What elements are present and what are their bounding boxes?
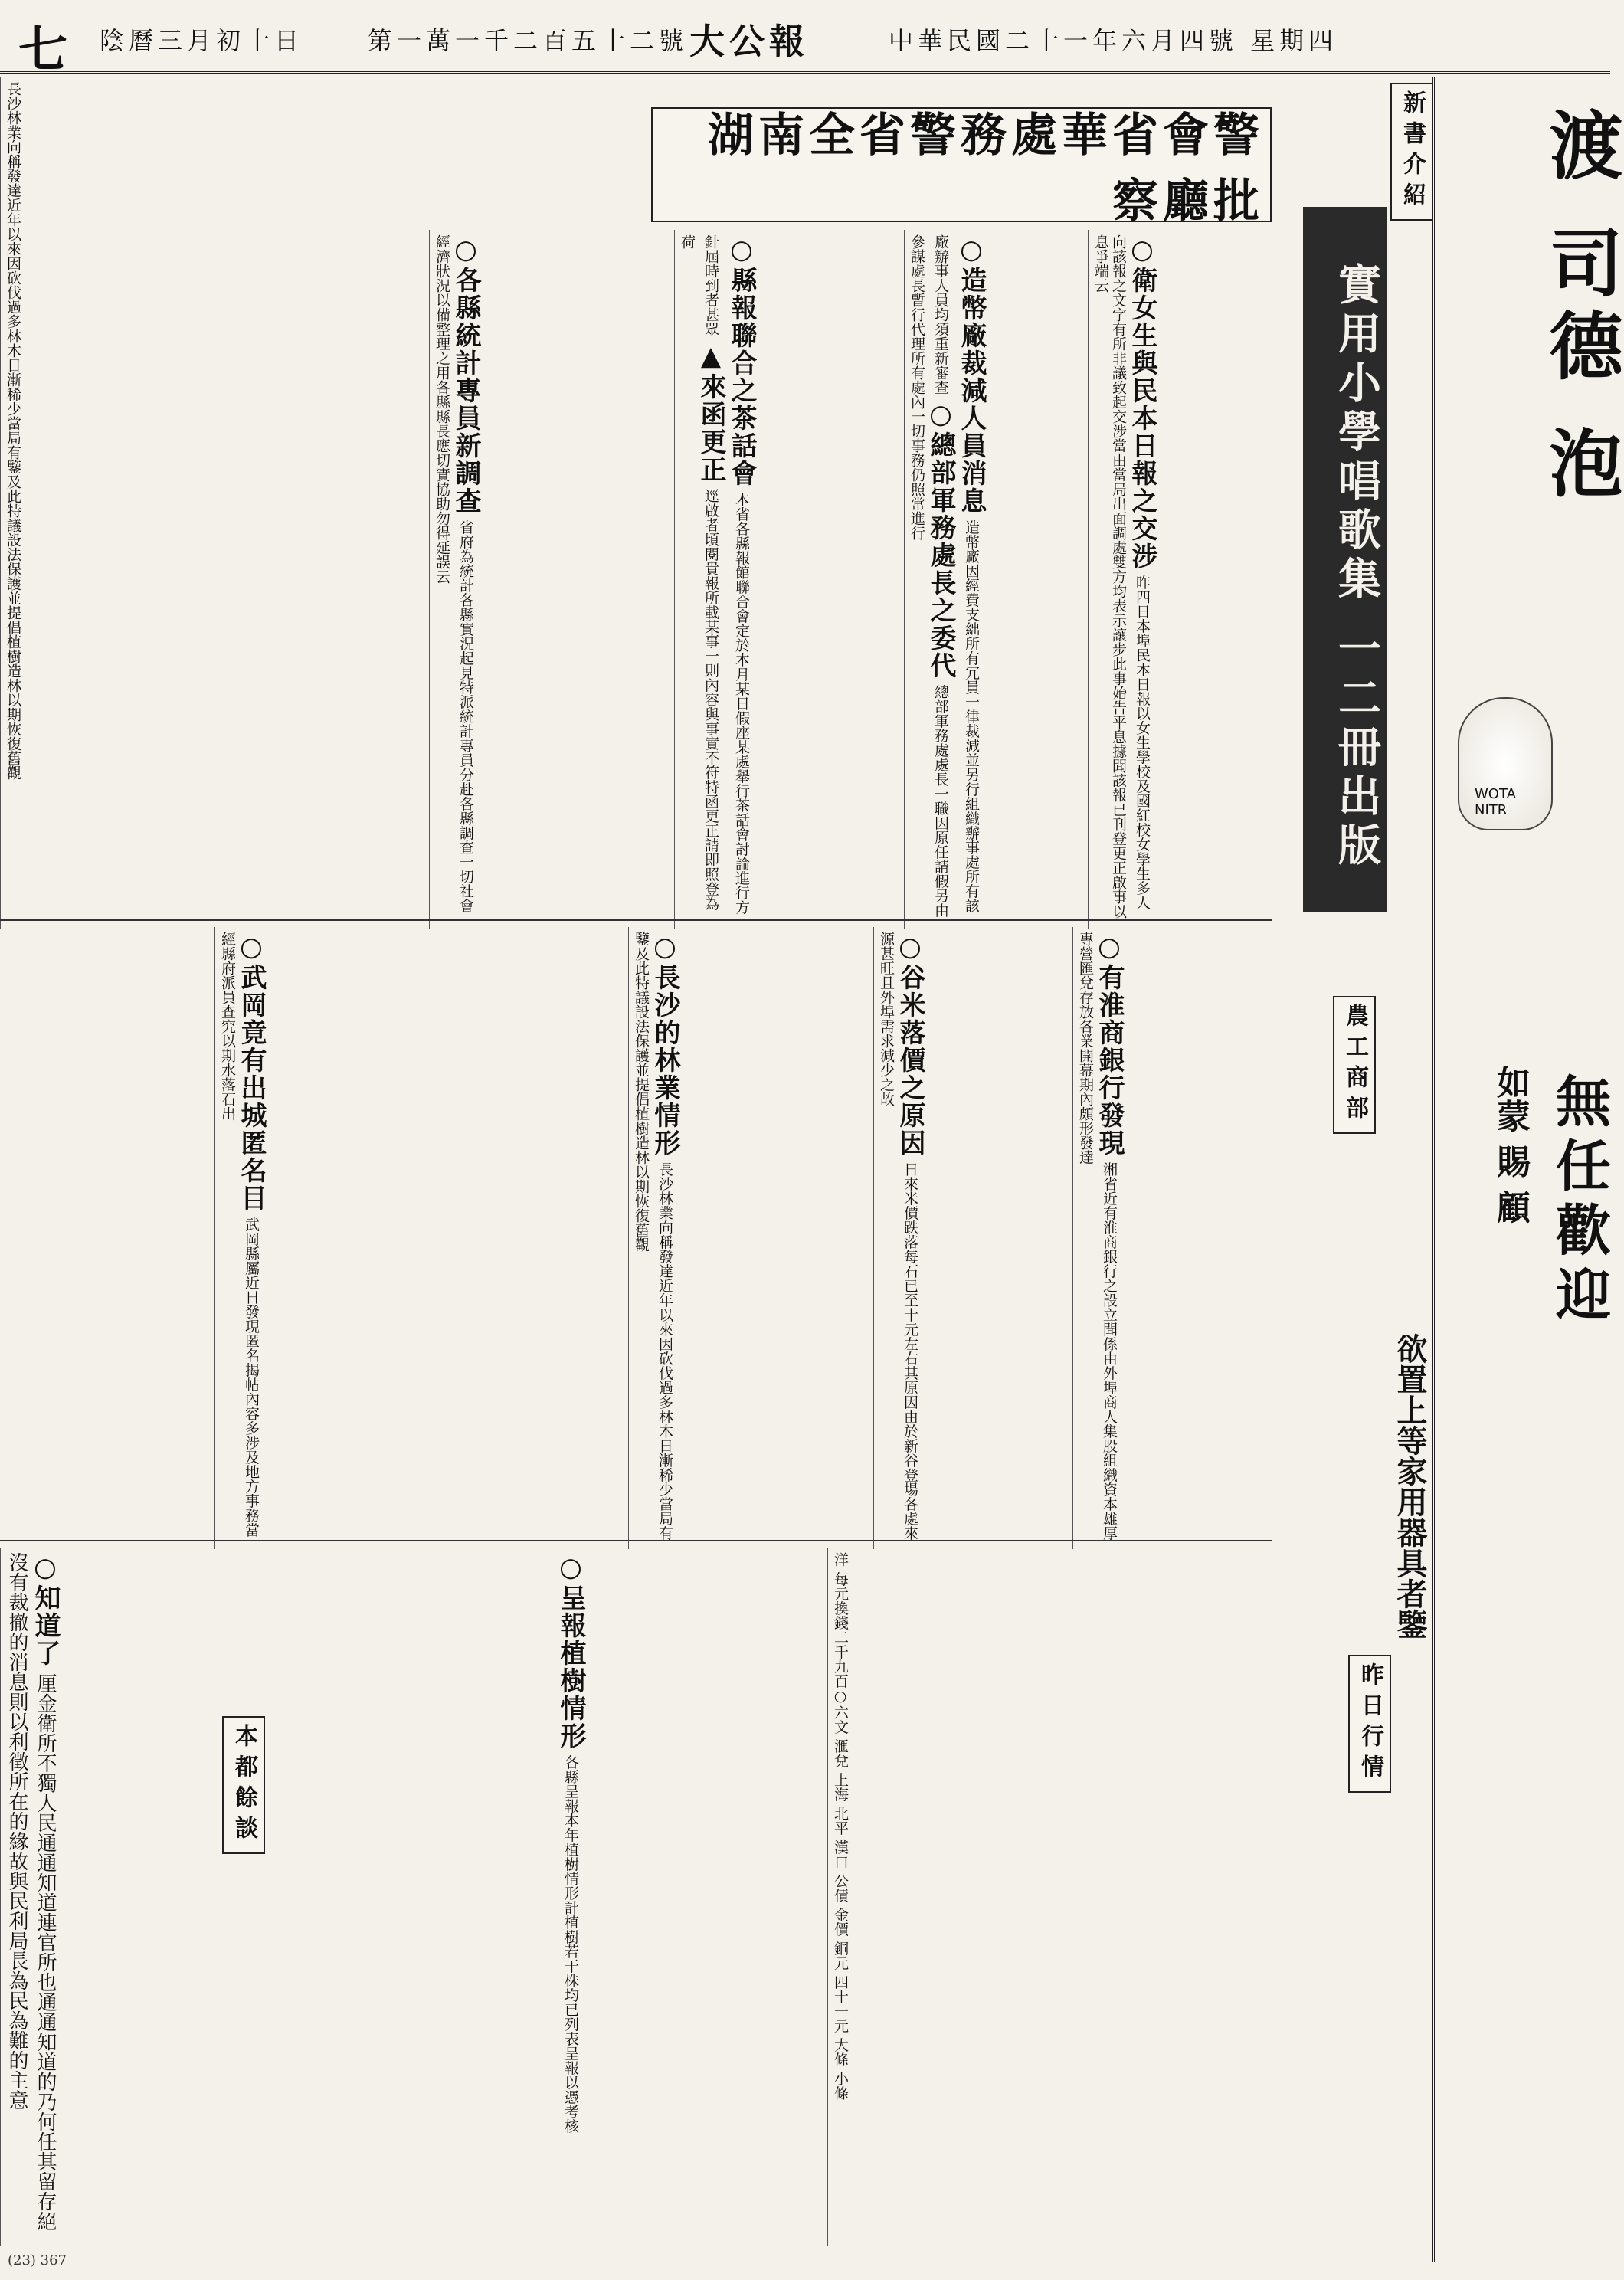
lamp-illustration	[1458, 697, 1553, 830]
article-body: 總部軍務處處長一職因原任請假另由參謀處長暫行代理所有處內一切事務仍照常進行	[909, 234, 949, 918]
article-col-8	[628, 927, 880, 1549]
article-col-3	[674, 230, 911, 929]
article-col-5	[0, 77, 436, 929]
article-title: ○縣報聯合之茶話會	[726, 234, 757, 487]
article-body: 造幣廠因經費支絀所有冗員一律裁減並另行組織辦事處所有該廠辦事人員均須重新審查	[932, 234, 980, 913]
local-section-tag: 本都餘談	[222, 1716, 265, 1854]
ad-column	[1432, 77, 1624, 2262]
article-title: ○造幣廠裁減人員消息	[956, 234, 987, 515]
product-ad-column	[1272, 77, 1439, 2262]
issue-number: 第一萬一千二百五十二號	[368, 26, 689, 55]
article-col-4	[429, 230, 681, 929]
article-title: ○谷米落價之原因	[895, 932, 925, 1157]
article-body: 逕啟者頃閱貴報所載某事一則內容與事實不符特函更正請即照登為荷	[679, 234, 719, 911]
page-body	[0, 77, 1624, 2252]
lamp-brand: WOTA NITR	[1475, 786, 1516, 818]
article-body: 各縣呈報本年植樹情形計植樹若干株均已列表呈報以憑考核	[562, 1754, 579, 2134]
article-body: 長沙林業向稱發達近年以來因砍伐過多林木日漸稀少當局有鑒及此特議設法保護並提倡植樹造林以期恢復舊觀	[5, 81, 21, 780]
article-title: ○長沙的林業情形	[650, 932, 680, 1157]
newspaper-title: 大公報	[689, 21, 809, 62]
book-tag: 新書介紹	[1390, 83, 1433, 221]
article-body: 省府為統計各縣實況起見特派統計專員分赴各縣調查一切社會經濟狀況以備整理之用各縣縣長應切實協助勿得延誤云	[434, 234, 474, 913]
ad-lines: 如蒙 賜 顧	[1491, 1065, 1530, 1224]
article-title: ○有淮商銀行發現	[1094, 932, 1125, 1157]
article-title: ○各縣統計專員新調查	[450, 234, 481, 515]
article-col-7	[873, 927, 1079, 1549]
article-col-9	[214, 927, 635, 1549]
article-body: 日來米價跌落每石已至十元左右其原因由於新谷登場各處來源甚旺且外埠需求減少之故	[878, 932, 918, 1541]
article-body: 湘省近有淮商銀行之設立聞係由外埠商人集股組織資本雄厚專營匯兌存放各業開幕期內頗形發達	[1077, 932, 1118, 1541]
article-body: 武岡縣屬近日發現匿名揭帖內容多涉及地方事務當經縣府派員查究以期水落石出	[219, 932, 260, 1538]
article-col-1	[1088, 230, 1279, 929]
prices-body: 洋 每元換錢二千九百○六文 滙兌 上海 北平 漢口 公債 金價 銅元 四十一元 大條 小條	[832, 1552, 849, 2101]
date-bar: 中華民國二十一年六月四號 星期四	[889, 26, 1338, 55]
article-title: ○知道了	[30, 1552, 61, 1667]
slogan: 無任歡迎	[1547, 1073, 1612, 1330]
article-col-10	[552, 1548, 834, 2246]
prices-column	[827, 1548, 1279, 2246]
article-title: ▲來函更正	[696, 341, 726, 484]
article-body: 厘金衛所不獨人民通通知道連官所也通通知道的乃何任其留存絕沒有裁撤的消息則以利徵所在的緣故與民利局長為民為難的主意	[5, 1552, 57, 2232]
article-body: 昨四日本埠民本日報以女生學校及國紅校女學生多人向該報之文字有所非議致起交涉當由當局出面調處雙方均表示讓步此事始告平息據聞該報已刊登更正啟事以息爭端云	[1092, 234, 1151, 919]
article-col-6	[1072, 927, 1279, 1549]
article-body: 本省各縣報館聯合會定於本月某日假座某處舉行茶話會討論進行方針屆時到者甚眾	[702, 234, 750, 915]
product-banner: 實用小學唱歌集 一二冊出版	[1303, 207, 1387, 912]
article-title: ○總部軍務處長之委代	[925, 399, 956, 680]
article-col-11	[0, 1548, 229, 2246]
lunar-date: 陰曆三月初十日	[100, 26, 304, 55]
section-divider	[0, 1540, 1272, 1541]
page-number: 七	[18, 21, 67, 79]
article-title: ○呈報植樹情形	[555, 1552, 586, 1750]
section-divider	[0, 919, 1272, 921]
agri-section-tag: 農工商部	[1333, 996, 1376, 1134]
household-ad: 欲置上等家用器具者鑒	[1392, 1333, 1428, 1640]
store-name: 渡 司德 泡	[1537, 107, 1624, 508]
page-footer: (23) 367	[8, 2252, 67, 2269]
main-banner: 湖南全省警務處華省會警察廳批	[651, 107, 1272, 222]
masthead	[0, 0, 1610, 79]
prices-section-tag: 昨日行情	[1348, 1655, 1391, 1793]
article-col-2	[904, 230, 1095, 929]
article-body: 長沙林業向稱發達近年以來因砍伐過多林木日漸稀少當局有鑒及此特議設法保護並提倡植樹造林以期恢復舊觀	[633, 932, 673, 1541]
article-title: ○衛女生與民本日報之交涉	[1127, 234, 1157, 570]
article-title: ○武岡竟有出城匿名目	[236, 932, 267, 1212]
